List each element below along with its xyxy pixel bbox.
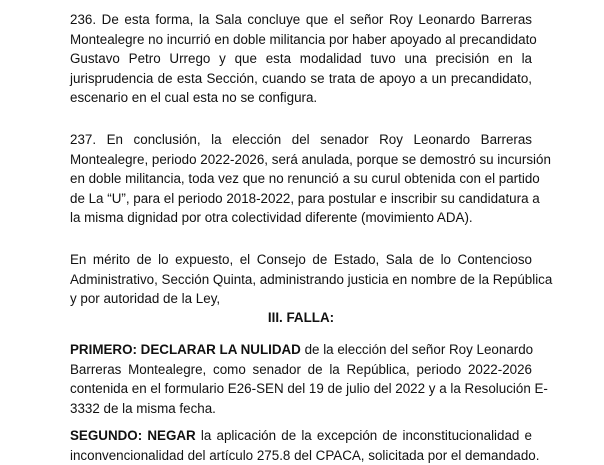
paragraph-segundo — [70, 426, 540, 465]
paragraph-236 — [70, 10, 537, 108]
text-line: 236. De esta forma, la Sala concluye que el señor Roy Leonardo Barreras — [70, 12, 532, 27]
text-line: de La “U”, para el periodo 2018-2022, para postular e inscribir su candidatura a — [70, 190, 540, 206]
resolution-label: SEGUNDO: NEGAR — [70, 428, 196, 443]
text-segment: de la elección del señor Roy Leonardo — [300, 342, 534, 357]
text-line: escenario en el cual esta no se configura. — [70, 90, 318, 106]
text-line: En mérito de lo expuesto, el Consejo de Estado, Sala de lo Contencioso — [70, 252, 532, 267]
paragraph-237 — [70, 130, 551, 228]
text-line: 237. En conclusión, la elección del senador Roy Leonardo Barreras — [70, 132, 532, 147]
text-line: en doble militancia, toda vez que no renunció a su curul obtenida con el partido — [70, 171, 540, 187]
text-segment: la aplicación de la excepción de inconstitucionalidad e — [195, 428, 532, 443]
text-line — [70, 340, 532, 360]
text-line: Montealegre no incurrió en doble militancia por haber apoyado al precandidato — [70, 31, 537, 47]
text-line: Montealegre, periodo 2022-2026, será anulada, porque se demostró su incursión — [70, 151, 551, 167]
resolution-label: PRIMERO: DECLARAR LA NULIDAD — [70, 342, 301, 357]
paragraph-merito — [70, 250, 553, 309]
text-line: 3332 de la misma fecha. — [70, 400, 216, 416]
section-heading: III. FALLA: — [267, 310, 335, 325]
paragraph-primero — [70, 340, 548, 418]
text-line: contenida en el formulario E26-SEN del 19 de julio del 2022 y a la Resolución E- — [70, 381, 548, 397]
text-line: y por autoridad de la Ley, — [70, 291, 221, 307]
text-line: Gustavo Petro Urrego y que esta modalidad tuvo una precisión en la — [70, 51, 532, 67]
text-line: jurisprudencia de esta Sección, cuando se trata de apoyo a un precandidato, — [70, 70, 532, 86]
text-line: la misma dignidad por otra colectividad diferente (movimiento ADA). — [70, 210, 473, 226]
text-line: Administrativo, Sección Quinta, administrando justicia en nombre de la República — [70, 271, 553, 287]
text-line: inconvencionalidad del artículo 275.8 del CPACA, solicitada por el demandado. — [70, 447, 540, 463]
text-line: Barreras Montealegre, como senador de la República, periodo 2022-2026 — [70, 361, 532, 377]
text-line — [70, 426, 532, 446]
